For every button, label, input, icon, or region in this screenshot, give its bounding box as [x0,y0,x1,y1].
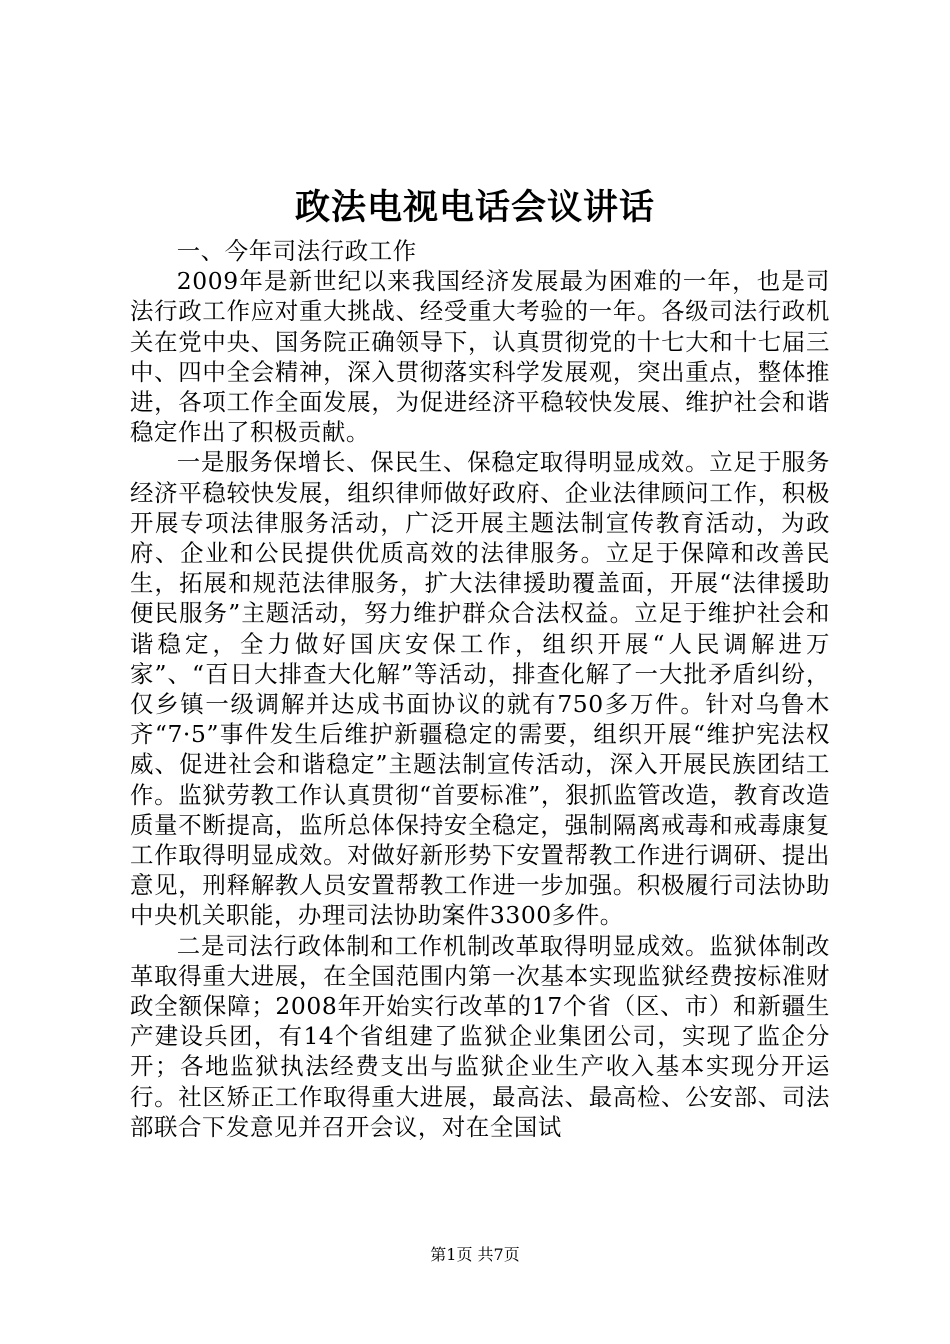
page-footer: 第1页 共7页 [430,1245,520,1264]
document-title: 政法电视电话会议讲话 [294,187,655,228]
paragraph-point-one: 一是服务保增长、保民生、保稳定取得明显成效。立足于服务经济平稳较快发展，组织律师做好政府、企业法律顾问工作，积极开展专项法律服务活动，广泛开展主题法制宣传教育活动，为政府、企业和公民提供优质高效的法律服务。立足于保障和改善民生，拓展和规范法律服务，扩大法律援助覆盖面，开展“法律援助便民服务”主题活动，努力维护群众合法权益。立足于维护社会和谐稳定，全力做好国庆安保工作，组织开展“人民调解进万家”、“百日大排查大化解”等活动，排查化解了一大批矛盾纠纷，仅乡镇一级调解并达成书面协议的就有750多万件。针对乌鲁木齐“7·5”事件发生后维护新疆稳定的需要，组织开展“维护宪法权威、促进社会和谐稳定”主题法制宣传活动，深入开展民族团结工作。监狱劳教工作认真贯彻“首要标准”，狠抓监管改造，教育改造质量不断提高，监所总体保持安全稳定，强制隔离戒毒和戒毒康复工作取得明显成效。对做好新形势下安置帮教工作进行调研、提出意见，刑释解教人员安置帮教工作进一步加强。积极履行司法协助中央机关职能，办理司法协助案件3300多件。 [130,448,830,930]
paragraph-point-two: 二是司法行政体制和工作机制改革取得明显成效。监狱体制改革取得重大进展，在全国范围内第一次基本实现监狱经费按标准财政全额保障；2008年开始实行改革的17个省（区、市）和新疆生产建设兵团，有14个省组建了监狱企业集团公司，实现了监企分开；各地监狱执法经费支出与监狱企业生产收入基本实现分开运行。社区矫正工作取得重大进展，最高法、最高检、公安部、司法部联合下发意见并召开会议，对在全国试 [130,931,830,1141]
document-body [130,236,830,1142]
paragraph-intro: 2009年是新世纪以来我国经济发展最为困难的一年，也是司法行政工作应对重大挑战、经受重大考验的一年。各级司法行政机关在党中央、国务院正确领导下，认真贯彻党的十七大和十七届三中、四中全会精神，深入贯彻落实科学发展观，突出重点，整体推进，各项工作全面发展，为促进经济平稳较快发展、维护社会和谐稳定作出了积极贡献。 [130,267,830,447]
section-heading: 一、今年司法行政工作 [176,237,417,265]
